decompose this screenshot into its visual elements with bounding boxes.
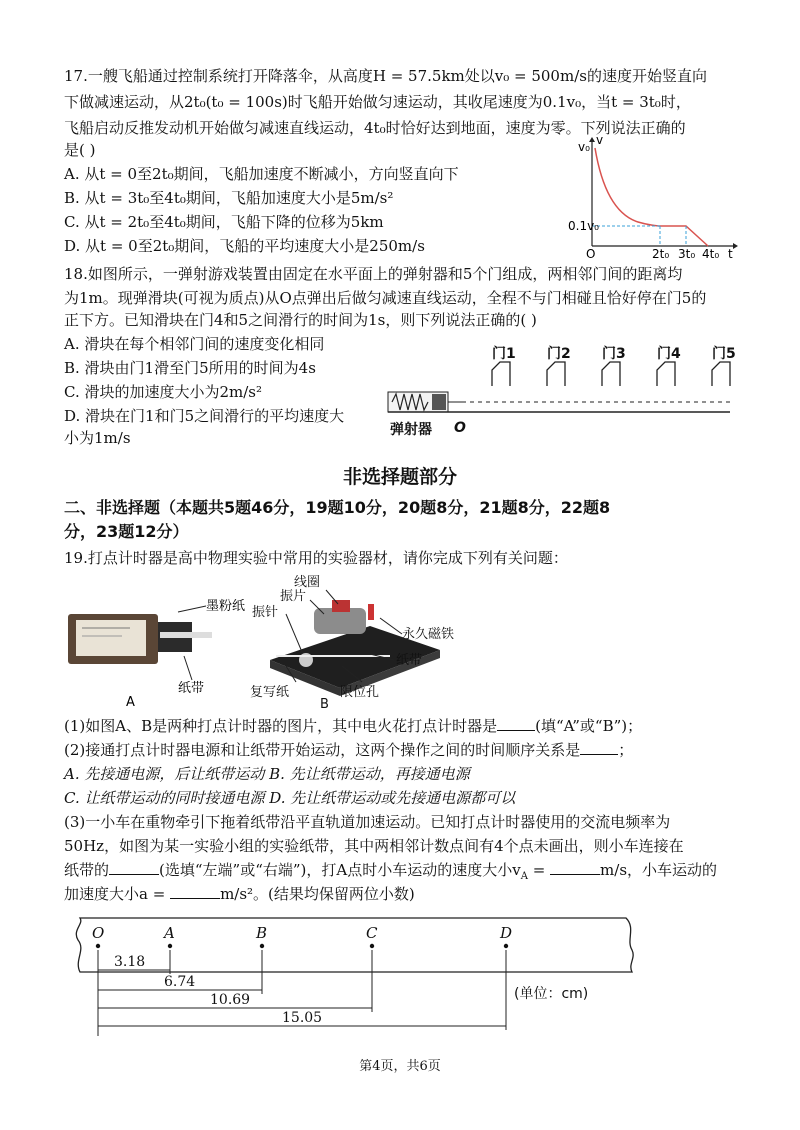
launcher-label: 弹射器 bbox=[390, 422, 432, 438]
distance-ob: 6.74 bbox=[164, 974, 196, 990]
q19-options-ab: A. 先接通电源，后让纸带运动 B. 先让纸带运动，再接通电源 bbox=[64, 765, 470, 783]
q19-intro: 19.打点计时器是高中物理实验中常用的实验器材，请你完成下列有关问题： bbox=[64, 549, 568, 567]
q19-p3-text-e: 加速度大小a = bbox=[64, 885, 171, 903]
q17-option-a: A. 从t = 0至2t₀期间，飞船加速度不断减小，方向竖直向下 bbox=[64, 165, 459, 183]
q19-part-1-end: (填“A”或“B”)； bbox=[535, 717, 643, 735]
q17-vt-graph bbox=[568, 133, 740, 261]
gate-3-label: 门3 bbox=[602, 346, 626, 362]
q18-option-a: A. 滑块在每个相邻门间的速度变化相同 bbox=[64, 335, 325, 353]
tape-label-a: 纸带 bbox=[178, 681, 205, 696]
gate-1-label: 门1 bbox=[492, 346, 516, 362]
q18-gate-figure bbox=[380, 344, 750, 440]
tape-point-b: B bbox=[256, 924, 268, 942]
q18-option-c: C. 滑块的加速度大小为2m/s² bbox=[64, 383, 263, 401]
q18-option-d-cont: 小为1m/s bbox=[64, 429, 131, 447]
paper-tape-figure bbox=[66, 910, 746, 1040]
tape-point-d: D bbox=[500, 924, 513, 942]
q19-p3-text-c: = bbox=[527, 861, 551, 879]
toner-paper-label: 墨粉纸 bbox=[206, 599, 246, 614]
limit-hole-label: 限位孔 bbox=[340, 685, 380, 700]
section-title: 非选择题部分 bbox=[342, 466, 457, 488]
gate-4-label: 门4 bbox=[657, 346, 681, 362]
graph-y-axis-label: v bbox=[596, 133, 604, 147]
needle-label: 振针 bbox=[252, 605, 279, 620]
gate-2-label: 门2 bbox=[547, 346, 571, 362]
coil-label: 线圈 bbox=[294, 575, 321, 590]
timer-figure-b bbox=[250, 570, 640, 710]
reed-label: 振片 bbox=[280, 589, 307, 604]
q19-part-3-line-1: (3)一小车在重物牵引下拖着纸带沿平直轨道加速运动。已知打点计时器使用的交流电频率为 bbox=[64, 813, 671, 831]
q17-line-2: 下做减速运动，从2t₀(t₀ = 100s)时飞船开始做匀速运动，其收尾速度为0.1v₀，当t = 3t₀时， bbox=[64, 93, 691, 111]
carbon-paper-label: 复写纸 bbox=[250, 685, 290, 700]
q17-option-c: C. 从t = 2t₀至4t₀期间，飞船下降的位移为5km bbox=[64, 213, 384, 231]
timer-figure-a bbox=[60, 592, 246, 710]
q19-p3-text-d: m/s，小车运动的 bbox=[600, 861, 718, 879]
graph-tick-3t0: 3t₀ bbox=[678, 247, 696, 261]
figure-a-label: A bbox=[126, 695, 135, 710]
q19-part-3-line-3: 纸带的 (选填“左端”或“右端”)，打A点时小车运动的速度大小$v_A = m/s$，小车运动的 bbox=[64, 861, 718, 882]
magnet-label: 永久磁铁 bbox=[402, 627, 455, 642]
q19-options-cd: C. 让纸带运动的同时接通电源 D. 先让纸带运动或先接通电源都可以 bbox=[64, 789, 516, 807]
q19-part-1-text: (1)如图A、B是两种打点计时器的图片，其中电火花打点计时器是 bbox=[64, 717, 498, 735]
q17-line-4: 是( ) bbox=[64, 141, 96, 159]
section-heading-line-1: 二、非选择题（本题共5题46分，19题10分，20题8分，21题8分，22题8 bbox=[64, 498, 611, 517]
graph-tick-4t0: 4t₀ bbox=[702, 247, 720, 261]
graph-x-axis-label: t bbox=[728, 247, 733, 261]
tape-point-a: A bbox=[164, 924, 175, 942]
distance-od: 15.05 bbox=[282, 1010, 323, 1026]
q19-p3-text-a: 纸带的 bbox=[64, 861, 110, 879]
tape-point-o: O bbox=[92, 924, 105, 942]
distance-oa: 3.18 bbox=[114, 954, 146, 970]
graph-y-mid-label: 0.1v₀ bbox=[568, 219, 599, 233]
q19-part-3-line-2: 50Hz，如图为某一实验小组的实验纸带，其中两相邻计数点间有4个点未画出，则小车连接在 bbox=[64, 837, 684, 855]
q19-part-2-text: (2)接通打点计时器电源和让纸带开始运动，这两个操作之间的时间顺序关系是 bbox=[64, 741, 581, 759]
q18-option-b: B. 滑块由门1滑至门5所用的时间为4s bbox=[64, 359, 316, 377]
graph-y-top-label: v₀ bbox=[578, 140, 590, 154]
gate-5-label: 门5 bbox=[712, 346, 736, 362]
page-footer: 第4页，共6页 bbox=[359, 1059, 441, 1074]
graph-origin-label: O bbox=[586, 247, 596, 261]
q17-option-d: D. 从t = 0至2t₀期间，飞船的平均速度大小是250m/s bbox=[64, 237, 425, 255]
q17-line-1: 17.一艘飞船通过控制系统打开降落伞，从高度H = 57.5km处以v₀ = 500m/s的速度开始竖直向 bbox=[64, 67, 707, 85]
q19-part-3-line-4 bbox=[64, 884, 415, 904]
q18-line-2: 为1m。现弹滑块(可视为质点)从O点弹出后做匀减速直线运动，全程不与门相碰且恰好停在门5的 bbox=[64, 289, 707, 307]
graph-tick-2t0: 2t₀ bbox=[652, 247, 670, 261]
q19-p3-text-b: (选填“左端”或“右端”)，打A点时小车运动的速度大小v bbox=[159, 861, 521, 879]
q18-line-1: 18.如图所示，一弹射游戏装置由固定在水平面上的弹射器和5个门组成，两相邻门间的距离均 bbox=[64, 265, 683, 283]
answer-blank-3[interactable] bbox=[109, 860, 159, 875]
answer-blank-4[interactable] bbox=[550, 860, 600, 875]
q18-line-3: 正下方。已知滑块在门4和5之间滑行的时间为1s，则下列说法正确的( ) bbox=[64, 311, 537, 329]
q19-part-2 bbox=[64, 740, 633, 760]
tape-point-c: C bbox=[366, 924, 378, 942]
origin-o-label: O bbox=[454, 420, 466, 436]
q18-option-d: D. 滑块在门1和门5之间滑行的平均速度大 bbox=[64, 407, 345, 425]
distance-oc: 10.69 bbox=[210, 992, 251, 1008]
q19-part-2-end: ； bbox=[618, 741, 634, 759]
q19-p3-text-f: m/s²。(结果均保留两位小数) bbox=[220, 885, 415, 903]
q17-line-3: 飞船启动反推发动机开始做匀减速直线运动，4t₀时恰好达到地面，速度为零。下列说法正确的 bbox=[64, 119, 686, 137]
answer-blank-2[interactable] bbox=[580, 740, 618, 755]
tape-label-b: 纸带 bbox=[396, 653, 423, 668]
section-heading-line-2: 分，23题12分） bbox=[64, 522, 189, 541]
q19-part-1 bbox=[64, 716, 642, 736]
q17-option-b: B. 从t = 3t₀至4t₀期间，飞船加速度大小是5m/s² bbox=[64, 189, 394, 207]
figure-b-label: B bbox=[320, 697, 329, 712]
answer-blank-5[interactable] bbox=[170, 884, 220, 899]
answer-blank-1[interactable] bbox=[497, 716, 535, 731]
tape-unit-label: (单位：cm) bbox=[514, 986, 589, 1002]
